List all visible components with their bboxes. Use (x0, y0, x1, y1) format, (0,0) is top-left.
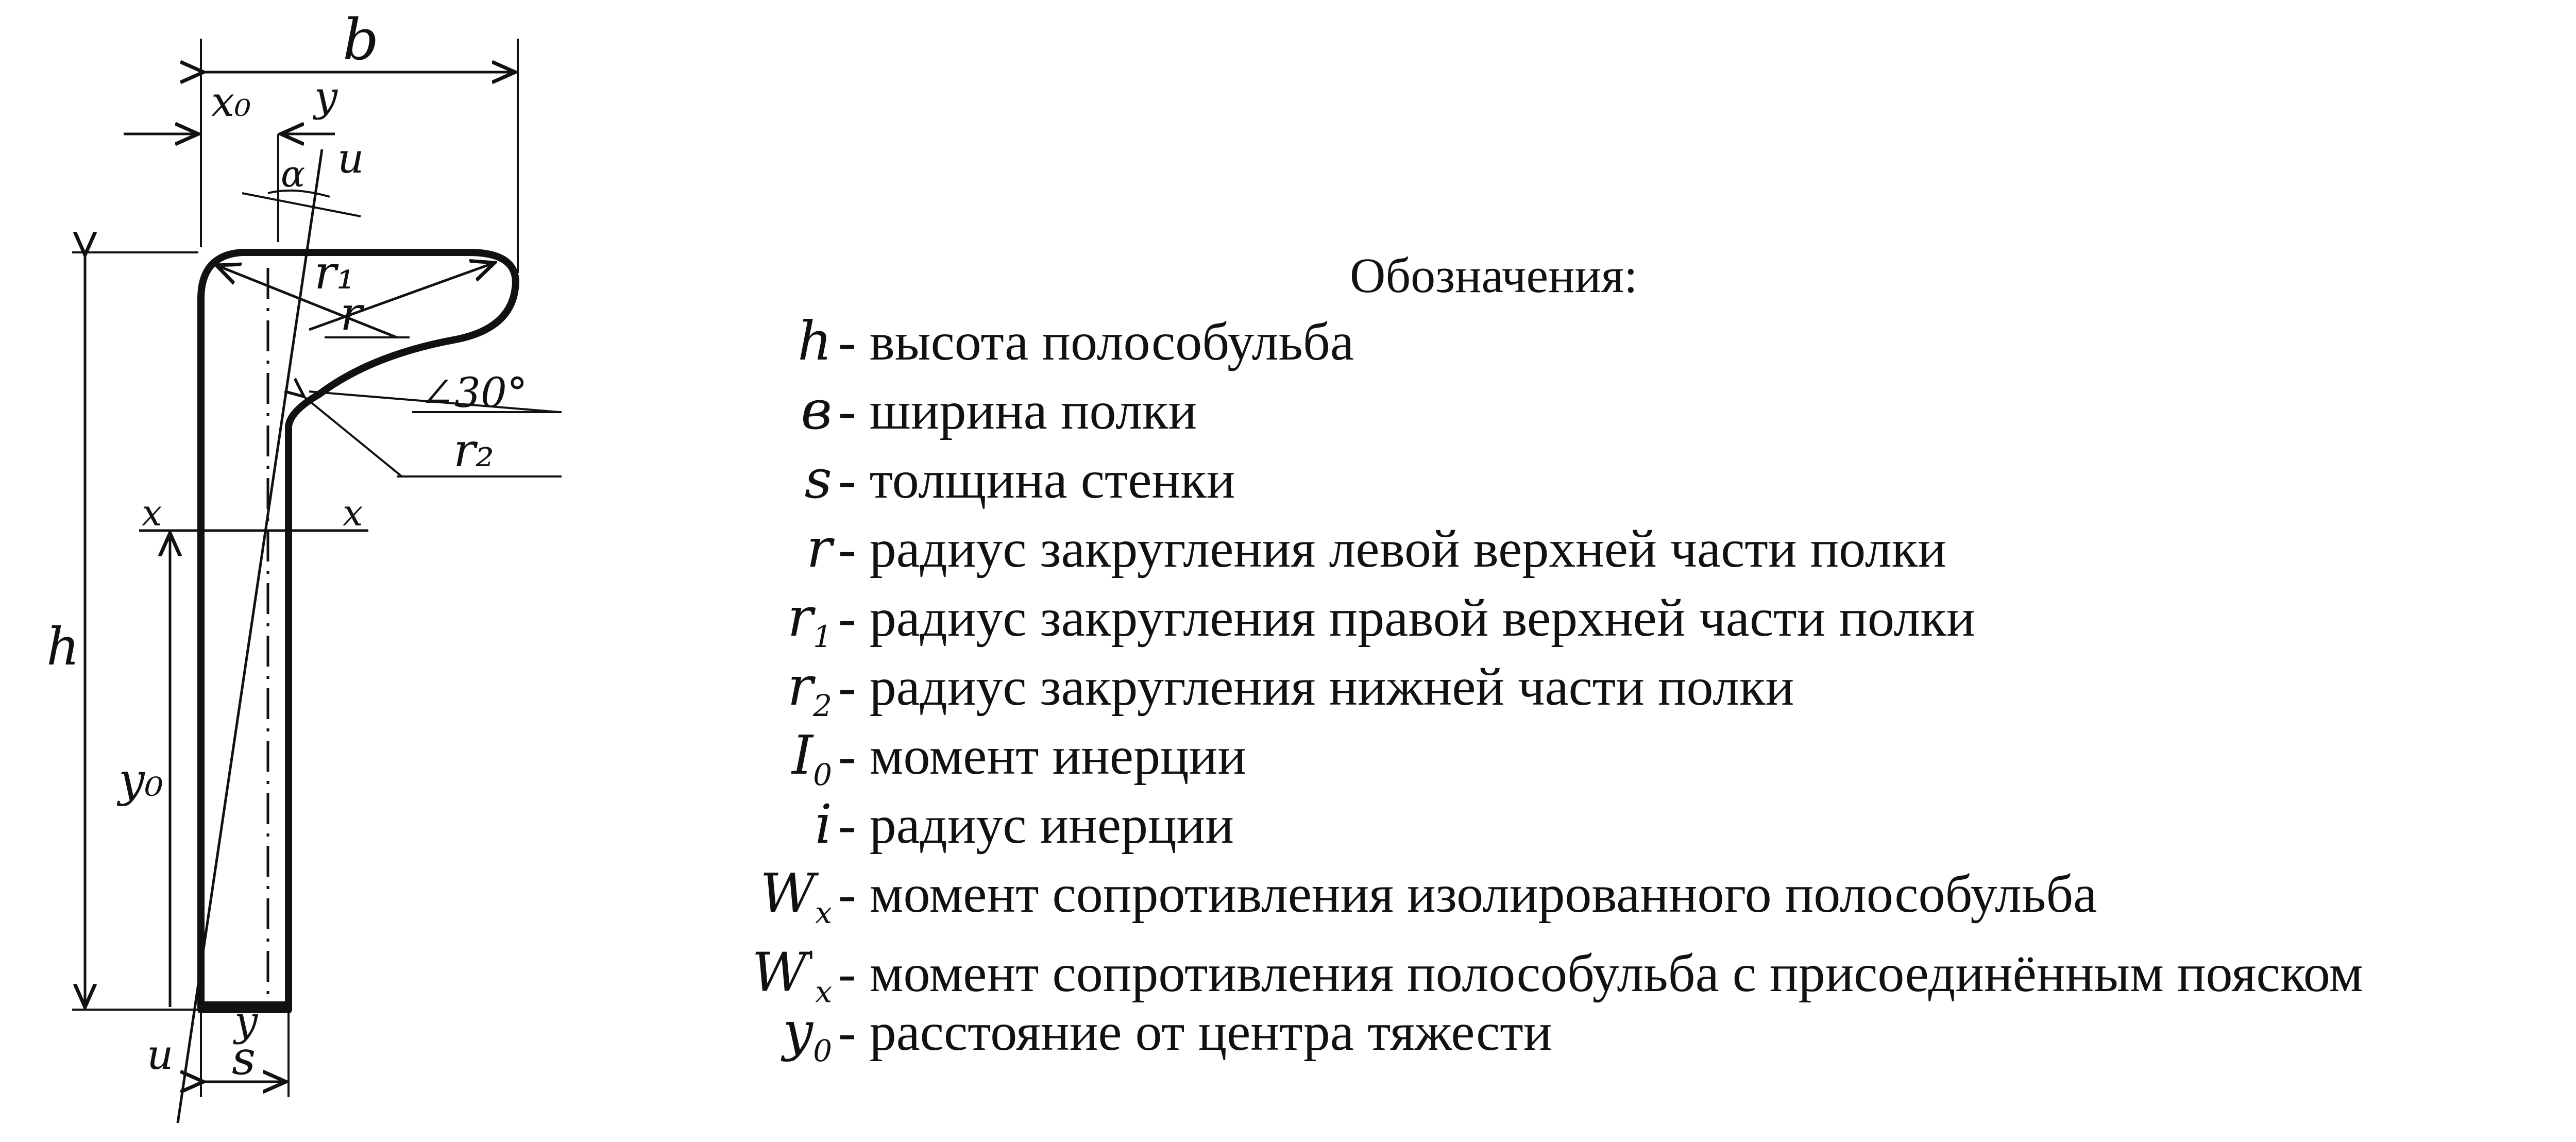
label-u-top: u (337, 134, 364, 182)
legend-text: - расстояние от центра тяжести (838, 1002, 1552, 1062)
legend-text: - радиус инерции (838, 795, 1234, 855)
r2-leader (304, 397, 402, 476)
legend-symbol: $y_0$ (783, 1000, 832, 1068)
label-u-bottom: u (147, 1031, 174, 1079)
label-x0: x₀ (211, 78, 251, 126)
label-x-left: x (142, 492, 162, 534)
label-r2: r₂ (453, 423, 495, 478)
label-x-right: x (343, 492, 363, 534)
legend-item-i0 (742, 721, 2363, 790)
legend-text: - радиус закругления нижней части полки (838, 657, 1794, 717)
legend-item-i (742, 790, 2363, 859)
legend-text: - радиус закругления левой верхней части полки (838, 519, 1946, 578)
label-alpha: α (281, 153, 306, 195)
legend-symbol: $I_0$ (792, 724, 832, 792)
legend-symbol: $W'_x$ (752, 941, 832, 1010)
legend-text: - момент сопротивления полособульба с присоединённым пояском (838, 943, 2363, 1003)
label-b: b (343, 7, 379, 73)
legend-item-r (742, 514, 2363, 583)
label-angle-30: ∠30° (420, 369, 528, 417)
label-h: h (46, 617, 80, 677)
legend-text: - момент инерции (838, 726, 1246, 786)
alpha-leader (242, 193, 361, 216)
label-y-top: y (314, 73, 338, 121)
legend-item-wx-prime (742, 928, 2363, 1010)
legend-symbol: h (798, 310, 832, 372)
legend-item-r2 (742, 652, 2363, 721)
legend-item-r1 (742, 583, 2363, 652)
label-r1: r₁ (314, 246, 355, 300)
legend-symbol: $r_1$ (787, 586, 832, 654)
legend-symbol: i (815, 793, 832, 856)
legend-symbol: s (804, 448, 832, 510)
legend-symbol: $W_x$ (760, 862, 832, 930)
label-s: s (232, 1031, 256, 1085)
legend-text: - высота полособульба (838, 312, 1354, 371)
legend-symbol: $r_2$ (787, 655, 832, 723)
legend-title: Обозначения: (1350, 248, 1638, 303)
legend-item-h (742, 306, 2363, 376)
r-leader (216, 265, 397, 337)
label-y-bottom: y (234, 997, 258, 1045)
profile-outline (201, 252, 516, 1010)
legend-text: - ширина полки (838, 381, 1197, 440)
legend-symbol: в (801, 379, 832, 441)
legend-symbol: r (806, 517, 832, 579)
label-y0: y₀ (118, 753, 163, 807)
label-r: r (340, 287, 363, 341)
legend-text: - радиус закругления правой верхней части полки (838, 588, 1975, 647)
legend-text: - момент сопротивления изолированного полособульба (838, 864, 2097, 924)
legend-text: - толщина стенки (838, 450, 1235, 509)
legend (742, 245, 2363, 1066)
legend-item-s (742, 445, 2363, 514)
legend-item-b (742, 376, 2363, 445)
legend-item-wx (742, 859, 2363, 928)
